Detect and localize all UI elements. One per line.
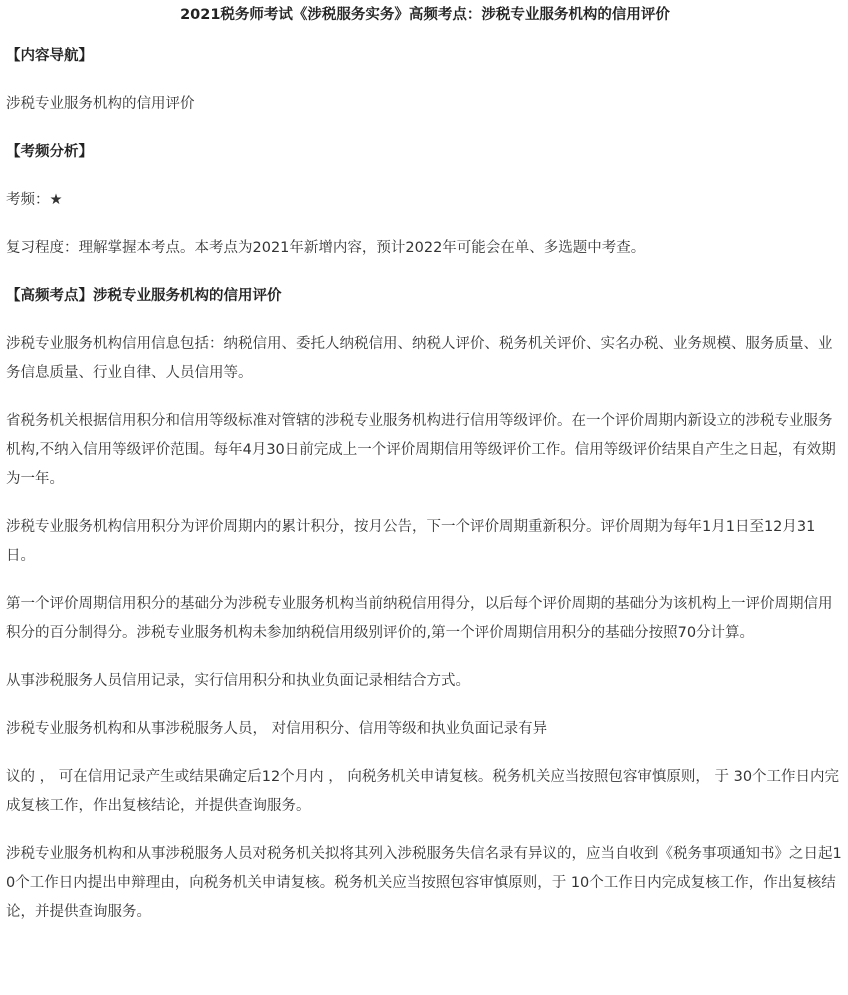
nav-text: 涉税专业服务机构的信用评价 xyxy=(6,96,195,112)
paragraph: 议的 ， 可在信用记录产生或结果确定后12个月内 ， 向税务机关申请复核。税务机关应当按照包容审慎原则， 于 30个工作日内完成复核工作，作出复核结论，并提供查询服务。 xyxy=(6,769,840,814)
paragraph: 第一个评价周期信用积分的基础分为涉税专业服务机构当前纳税信用得分，以后每个评价周期的基础分为该机构上一评价周期信用积分的百分制得分。涉税专业服务机构未参加纳税信用级别评价的,第一个评价周期信用积分的基础分按照70分计算。 xyxy=(6,596,833,641)
paragraph: 省税务机关根据信用积分和信用等级标准对管辖的涉税专业服务机构进行信用等级评价。在一个评价周期内新设立的涉税专业服务机构,不纳入信用等级评价范围。每年4月30日前完成上一个评价周期信用等级评价工作。信用等级评价结果自产生之日起，有效期为一年。 xyxy=(6,413,836,487)
article-title: 2021税务师考试《涉税服务实务》高频考点：涉税专业服务机构的信用评价 xyxy=(180,7,670,23)
topic-heading: 【高频考点】涉税专业服务机构的信用评价 xyxy=(6,288,282,304)
frequency-text: 考频：★ xyxy=(6,192,63,208)
article xyxy=(0,5,848,995)
analysis-heading: 【考频分析】 xyxy=(6,144,93,160)
nav-heading: 【内容导航】 xyxy=(6,48,93,64)
paragraph: 涉税专业服务机构和从事涉税服务人员对税务机关拟将其列入涉税服务失信名录有异议的，应当自收到《税务事项通知书》之日起10个工作日内提出申辩理由，向税务机关申请复核。税务机关应当按照包容审慎原则，于 10个工作日内完成复核工作，作出复核结论，并提供查询服务。 xyxy=(6,846,842,920)
paragraph: 从事涉税服务人员信用记录，实行信用积分和执业负面记录相结合方式。 xyxy=(6,673,470,689)
paragraph: 涉税专业服务机构和从事涉税服务人员， 对信用积分、信用等级和执业负面记录有异 xyxy=(6,721,548,737)
review-text: 复习程度：理解掌握本考点。本考点为2021年新增内容，预计2022年可能会在单、多选题中考查。 xyxy=(6,240,646,256)
paragraph: 涉税专业服务机构信用信息包括：纳税信用、委托人纳税信用、纳税人评价、税务机关评价、实名办税、业务规模、服务质量、业务信息质量、行业自律、人员信用等。 xyxy=(6,336,833,381)
paragraph: 涉税专业服务机构信用积分为评价周期内的累计积分，按月公告，下一个评价周期重新积分。评价周期为每年1月1日至12月31日。 xyxy=(6,519,816,564)
